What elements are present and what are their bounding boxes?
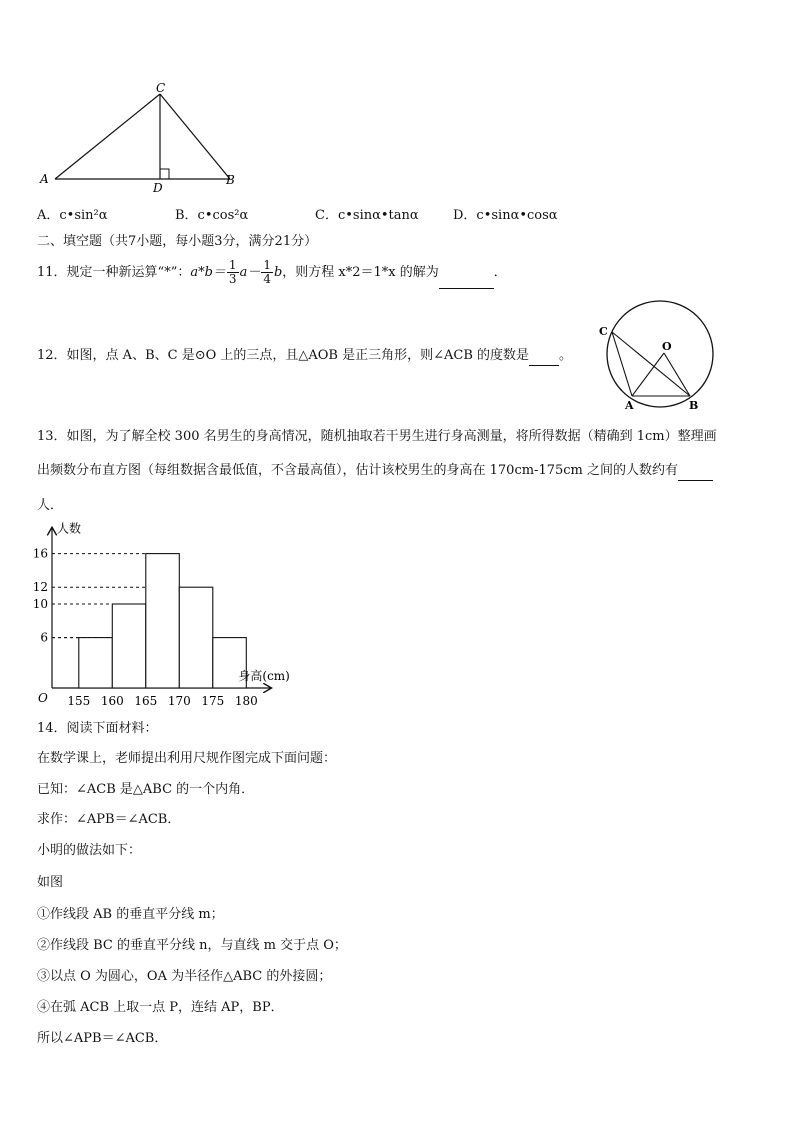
q11-fraction-2 [261,259,273,286]
q11-frac2-den: 4 [263,272,271,286]
label-b: B [226,173,235,187]
q12-answer-blank [529,347,559,366]
right-angle-mark [160,169,169,179]
circle-label-o: O [662,340,672,353]
segment-cb [612,332,690,396]
histogram-chart [30,518,330,713]
origin-label: O [38,691,48,705]
y-tick-12: 12 [32,580,48,595]
q14-known: 已知：∠ACB 是△ABC 的一个内角． [37,782,255,797]
option-b: B．c•cos²α [175,208,249,223]
x-axis-label: 身高(cm) [238,669,290,683]
histogram-bar-155-160 [79,638,113,688]
circle-o [607,301,713,407]
q14-figure-note: 如图 [37,875,64,890]
q11-expr-end: b [273,265,283,280]
question-12 [37,347,572,366]
q12-text: 12．如图，点 A、B、C 是⊙O 上的三点，且△AOB 是正三角形，则∠ACB 的度数是 [37,348,530,363]
q14-conclusion: 所以∠APB＝∠ACB． [37,1031,168,1046]
segment-oa [632,353,664,396]
question-13-line1: 13．如图，为了解全校 300 名男生的身高情况，随机抽取若干男生进行身高测量，将所得数据（精确到 1cm）整理画 [37,429,717,444]
q11-frac1-den: 3 [228,272,237,286]
segment-ob [664,353,690,396]
y-tick-10: 10 [32,597,48,611]
segment-ca [612,332,632,396]
circle-label-a: A [625,399,634,412]
x-tick-180: 180 [234,694,258,708]
y-axis-label: 人数 [57,521,82,536]
q12-tail: 。 [559,348,573,363]
question-11 [37,258,507,289]
q11-frac1-num: 1 [228,258,237,272]
section-heading: 二、填空题（共7小题，每小题3分，满分21分） [37,234,318,249]
q11-tail: ． [493,265,507,280]
x-tick-160: 160 [100,694,124,708]
label-c: C [156,81,166,95]
y-tick-6: 6 [40,630,48,645]
x-tick-170: 170 [167,694,191,708]
label-a: A [40,172,49,186]
q11-fraction-1 [227,259,239,286]
histogram-bar-170-175 [179,587,213,688]
x-tick-165: 165 [134,694,158,708]
histogram-bar-165-170 [146,554,180,688]
q13-answer-blank [678,462,713,481]
q13-line2-text: 出频数分布直方图（每组数据含最低值，不含最高值），估计该校男生的身高在 170cm-175cm 之间的人数约有 [37,463,678,478]
option-d: D．c•sinα•cosα [453,208,558,223]
histogram-bar-160-165 [112,604,146,688]
question-13-line3: 人． [37,498,64,513]
segment-bc [160,94,230,179]
x-tick-155: 155 [67,694,91,708]
q11-prefix: 11．规定一种新运算“*”： [37,265,191,280]
option-c: C．c•sinα•tanα [315,208,419,223]
q11-answer-blank [439,258,494,289]
q11-mid: a－ [239,265,261,280]
q14-step-4: ④在弧 ACB 上取一点 P，连结 AP，BP． [37,1000,284,1015]
question-14-title: 14．阅读下面材料： [37,721,158,736]
segment-ac [55,94,160,179]
q14-method: 小明的做法如下： [37,843,142,858]
circle-figure [592,298,722,413]
circle-label-b: B [689,399,699,412]
q14-intro: 在数学课上，老师提出利用尺规作图完成下面问题： [37,751,337,766]
x-tick-175: 175 [201,694,225,708]
q11-expr-start: a*b＝ [190,265,226,280]
q14-request: 求作：∠APB＝∠ACB． [37,812,181,827]
q11-suffix: ，则方程 x*2＝1*x 的解为 [282,265,439,280]
label-d: D [153,181,163,195]
q14-step-3: ③以点 O 为圆心，OA 为半径作△ABC 的外接圆； [37,969,332,984]
circle-label-c: C [599,325,608,338]
q11-frac2-num: 1 [263,258,271,272]
question-13-line2 [37,462,713,481]
triangle-figure [30,80,250,195]
option-a: A．c•sin²α [37,208,108,223]
q14-step-2: ②作线段 BC 的垂直平分线 n，与直线 m 交于点 O； [37,938,347,953]
q14-step-1: ①作线段 AB 的垂直平分线 m； [37,907,224,922]
y-tick-16: 16 [32,546,48,561]
